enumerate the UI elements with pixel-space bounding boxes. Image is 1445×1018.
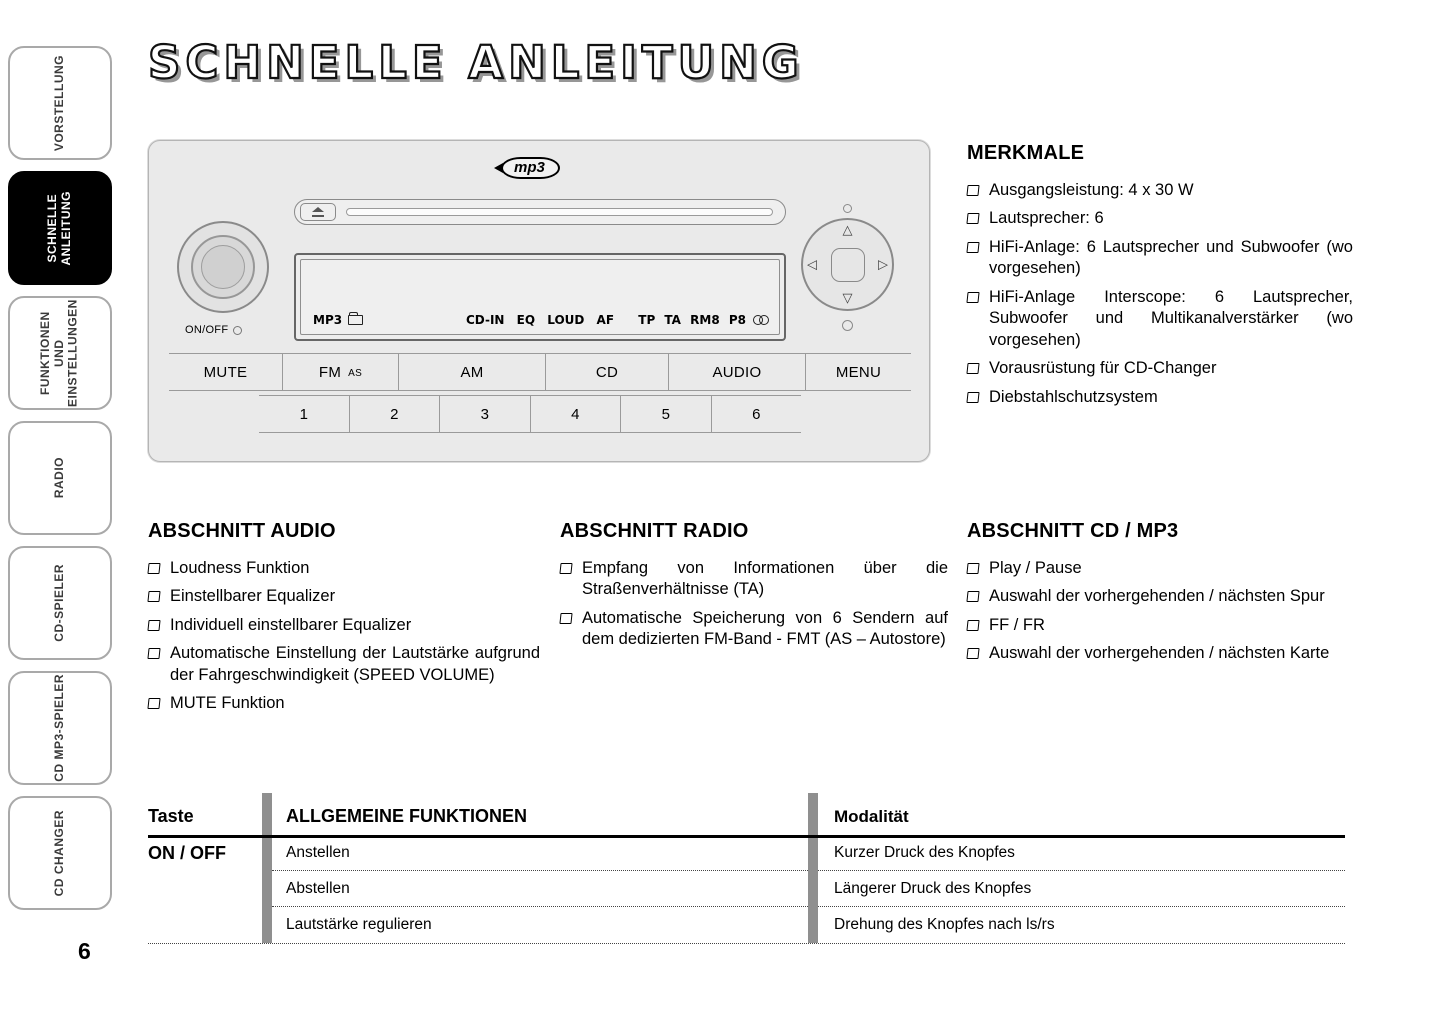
fm-as-label: AS	[348, 368, 363, 379]
on-off-led	[233, 326, 242, 335]
section-heading: ABSCHNITT RADIO	[560, 520, 749, 542]
checkbox-icon	[147, 698, 160, 709]
checkbox-icon	[966, 242, 979, 253]
checkbox-icon	[966, 620, 979, 631]
column-header-funktionen: ALLGEMEINE FUNKTIONEN	[286, 806, 527, 826]
checkbox-icon	[966, 591, 979, 602]
table-cell-modalitaet: Längerer Druck des Knopfes	[818, 871, 1345, 907]
radio-display	[294, 253, 786, 341]
checkbox-icon	[559, 613, 572, 624]
features-section	[967, 142, 1353, 415]
cd-mp3-section	[967, 520, 1353, 672]
sidebar-nav	[8, 46, 112, 921]
on-off-knob	[177, 221, 269, 313]
sidebar-item-funktionen: FUNKTIONEN UND EINSTELLUNGEN	[8, 296, 112, 410]
list-item: HiFi-Anlage: 6 Lautsprecher und Subwoofer (wo vorgesehen)	[967, 237, 1353, 280]
checkbox-icon	[147, 563, 160, 574]
table-cell-taste	[148, 907, 262, 943]
sidebar-item-cd-spieler	[8, 546, 112, 660]
sidebar-item-radio	[8, 421, 112, 535]
sidebar-label: SCHNELLE	[45, 193, 60, 263]
table-header-rule	[148, 835, 1345, 838]
checkbox-icon	[966, 292, 979, 303]
folder-icon	[348, 315, 363, 325]
checkbox-icon	[147, 648, 160, 659]
sidebar-item-cd-changer	[8, 796, 112, 910]
arrow-right-icon: ▷	[878, 257, 888, 272]
sidebar-label: CD MP3-SPIELER	[52, 674, 67, 782]
sidebar-label: CD-SPIELER	[52, 564, 67, 642]
list-item: Lautsprecher: 6	[967, 208, 1353, 229]
display-tuner-indicators: TP TA RM8 P8	[638, 313, 769, 327]
preset-button-5: 5	[621, 396, 712, 432]
eject-icon	[312, 207, 324, 217]
list-item: Automatische Speicherung von 6 Sendern auf dem dedizierten FM-Band - FMT (AS – Autostore)	[560, 608, 948, 651]
list-item: Automatische Einstellung der Lautstärke aufgrund der Fahrgeschwindigkeit (SPEED VOLUME)	[148, 643, 540, 686]
checkbox-icon	[966, 363, 979, 374]
mute-button: MUTE	[169, 354, 283, 390]
section-heading: ABSCHNITT AUDIO	[148, 520, 336, 542]
arrow-left-icon: ◁	[807, 257, 817, 272]
table-cell-modalitaet: Drehung des Knopfes nach ls/rs	[834, 916, 1055, 933]
checkbox-icon	[559, 563, 572, 574]
arrow-up-icon: △	[842, 223, 853, 238]
fm-button: FM AS	[283, 354, 399, 390]
arrow-down-icon: ▽	[842, 291, 853, 306]
sidebar-item-cd-mp3-spieler	[8, 671, 112, 785]
table-divider-bar	[808, 793, 818, 943]
preset-number-row	[259, 395, 801, 433]
panel-dot-bottom	[842, 320, 853, 331]
radio-faceplate-illustration	[148, 140, 930, 462]
table-divider-bar	[262, 793, 272, 943]
sidebar-label: CD CHANGER	[52, 809, 67, 897]
list-item: Individuell einstellbarer Equalizer	[148, 615, 540, 636]
list-item: Loudness Funktion	[148, 558, 540, 579]
list-item: Vorausrüstung für CD-Changer	[967, 358, 1353, 379]
display-screen	[300, 259, 780, 335]
sidebar-label: RADIO	[52, 457, 67, 499]
am-button: AM	[399, 354, 546, 390]
functions-table	[148, 793, 1345, 944]
table-cell-modalitaet: Kurzer Druck des Knopfes	[818, 835, 1345, 871]
display-mp3-indicator: MP3	[313, 313, 363, 327]
list-item: HiFi-Anlage Interscope: 6 Lautsprecher, Subwoofer und Multikanalverstärker (wo vorgesehen)	[967, 287, 1353, 351]
checkbox-icon	[966, 185, 979, 196]
cd-button: CD	[546, 354, 669, 390]
dpad-center	[831, 248, 865, 282]
list-item: Play / Pause	[967, 558, 1353, 579]
table-cell-funktion: Lautstärke regulieren	[286, 916, 432, 933]
preset-button-3: 3	[440, 396, 531, 432]
knob-center	[201, 245, 245, 289]
preset-button-6: 6	[752, 405, 761, 423]
audio-section	[148, 520, 540, 722]
table-cell-funktion: Anstellen	[272, 835, 808, 871]
panel-dot-top	[843, 204, 852, 213]
preset-button-2: 2	[350, 396, 441, 432]
checkbox-icon	[966, 648, 979, 659]
section-heading: ABSCHNITT CD / MP3	[967, 520, 1179, 542]
knob-ring	[191, 235, 255, 299]
cd-slot	[294, 199, 786, 225]
list-item: Diebstahlschutzsystem	[967, 387, 1353, 408]
sidebar-item-schnelle-anleitung: SCHNELLE ANLEITUNG	[8, 171, 112, 285]
checkbox-icon	[966, 213, 979, 224]
list-item: Auswahl der vorhergehenden / nächsten Spur	[967, 586, 1353, 607]
list-item: MUTE Funktion	[148, 693, 540, 714]
checkbox-icon	[147, 591, 160, 602]
list-item: Auswahl der vorhergehenden / nächsten Karte	[967, 643, 1353, 664]
list-item: FF / FR	[967, 615, 1353, 636]
checkbox-icon	[966, 392, 979, 403]
display-status-indicators: CD-IN EQ LOUD AF	[466, 313, 615, 327]
sidebar-item-vorstellung	[8, 46, 112, 160]
stereo-icon	[753, 315, 769, 325]
list-item: Einstellbarer Equalizer	[148, 586, 540, 607]
function-button-row	[169, 353, 911, 391]
checkbox-icon	[966, 563, 979, 574]
directional-pad	[801, 218, 894, 311]
page-number: 6	[78, 938, 91, 964]
table-cell-funktion: Abstellen	[272, 871, 808, 907]
sidebar-label: VORSTELLUNG	[52, 54, 67, 152]
column-header-modalitaet: Modalität	[834, 807, 909, 826]
on-off-label: ON/OFF	[185, 324, 242, 336]
cd-slot-opening	[346, 208, 773, 216]
section-heading: MERKMALE	[967, 142, 1085, 164]
radio-section	[560, 520, 948, 658]
sidebar-label: FUNKTIONEN UND	[38, 311, 67, 395]
audio-button: AUDIO	[669, 354, 806, 390]
preset-button-1: 1	[259, 396, 350, 432]
checkbox-icon	[147, 620, 160, 631]
list-item: Ausgangsleistung: 4 x 30 W	[967, 180, 1353, 201]
menu-button: MENU	[835, 363, 882, 381]
table-cell-taste	[148, 871, 262, 907]
mp3-logo: mp3	[501, 157, 560, 179]
preset-button-4: 4	[531, 396, 622, 432]
column-header-taste: Taste	[148, 806, 194, 826]
list-item: Empfang von Informationen über die Straßenverhältnisse (TA)	[560, 558, 948, 601]
table-cell-taste: ON / OFF	[148, 842, 226, 863]
page-title: SCHNELLE ANLEITUNG	[148, 36, 804, 89]
eject-button	[300, 203, 336, 221]
